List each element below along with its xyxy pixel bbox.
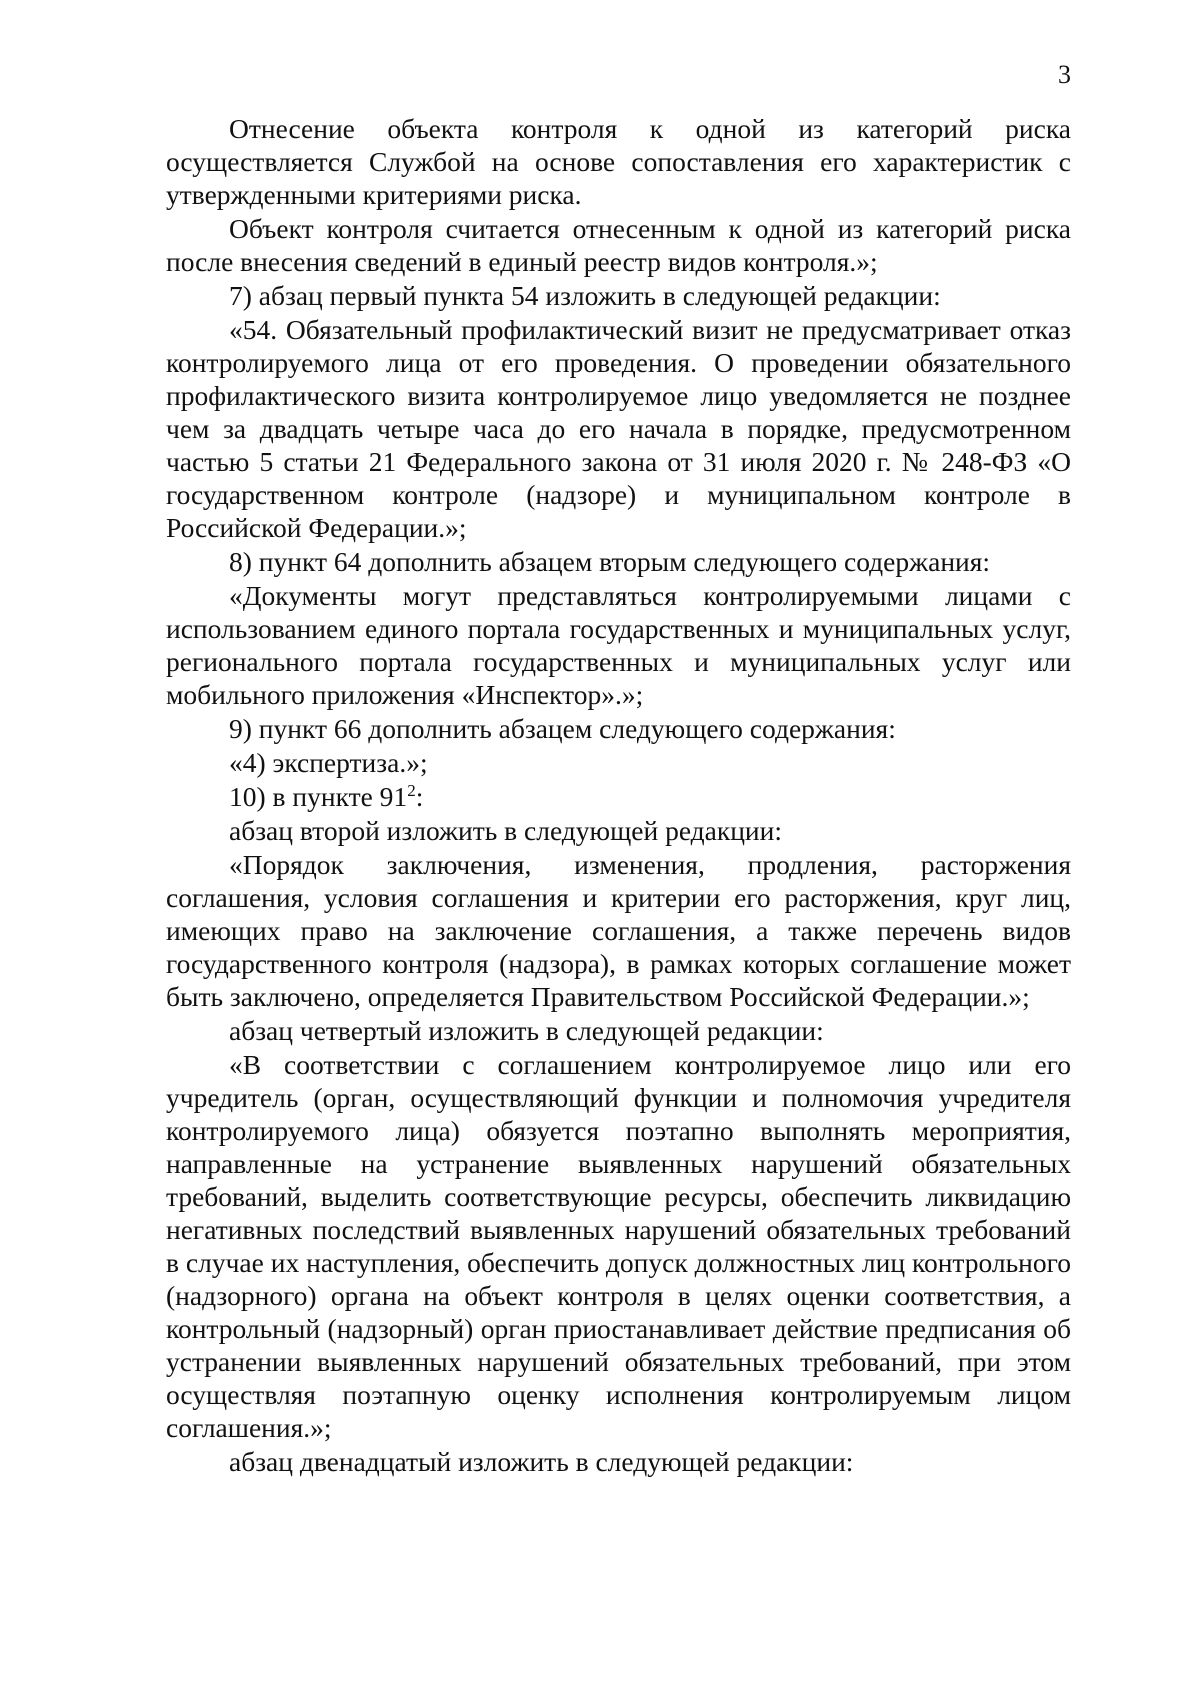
paragraph: абзац двенадцатый изложить в следующей редакции:	[229, 1446, 854, 1477]
paragraph: «Порядок заключения, изменения, продления, расторжения соглашения, условия соглашения и критерии его расторжения, круг лиц, имеющих право на заключение соглашения, а также перечень видов государственного контроля (надзора), в рамках которых соглашение может быть заключено, определяется Правительством Российской Федерации.»;	[166, 849, 1071, 1012]
paragraph: «4) экспертиза.»;	[229, 747, 428, 778]
paragraph: 9) пункт 66 дополнить абзацем следующего содержания:	[229, 713, 896, 744]
paragraph: «54. Обязательный профилактический визит не предусматривает отказ контролируемого лица от его проведения. О проведении обязательного профилактического визита контролируемое лицо уведомляется не позднее чем за двадцать четыре часа до его начала в порядке, предусмотренном частью 5 статьи 21 Федерального закона от 31 июля 2020 г. № 248-ФЗ «О государственном контроле (надзоре) и муниципальном контроле в Российской Федерации.»;	[166, 314, 1071, 543]
paragraph-suffix: :	[415, 781, 424, 812]
paragraph: абзац четвертый изложить в следующей редакции:	[229, 1015, 824, 1046]
document-body	[166, 112, 1071, 1478]
paragraph	[166, 780, 1071, 813]
paragraph: 7) абзац первый пункта 54 изложить в следующей редакции:	[229, 280, 941, 311]
paragraph: 8) пункт 64 дополнить абзацем вторым следующего содержания:	[229, 546, 991, 577]
paragraph: Отнесение объекта контроля к одной из категорий риска осуществляется Службой на основе сопоставления его характеристик с утвержденными критериями риска.	[166, 113, 1071, 210]
paragraph: «В соответствии с соглашением контролируемое лицо или его учредитель (орган, осуществляющий функции и полномочия учредителя контролируемого лица) обязуется поэтапно выполнять мероприятия, направленные на устранение выявленных нарушений обязательных требований, выделить соответствующие ресурсы, обеспечить ликвидацию негативных последствий выявленных нарушений обязательных требований в случае их наступления, обеспечить допуск должностных лиц контрольного (надзорного) органа на объект контроля в целях оценки соответствия, а контрольный (надзорный) орган приостанавливает действие предписания об устранении выявленных нарушений обязательных требований, при этом осуществляя поэтапную оценку исполнения контролируемым лицом соглашения.»;	[166, 1049, 1071, 1443]
paragraph-text: 10) в пункте 91	[229, 781, 408, 812]
paragraph: «Документы могут представляться контролируемыми лицами с использованием единого портала государственных и муниципальных услуг, регионального портала государственных и муниципальных услуг или мобильного приложения «Инспектор».»;	[166, 580, 1071, 710]
paragraph: Объект контроля считается отнесенным к одной из категорий риска после внесения сведений в единый реестр видов контроля.»;	[166, 213, 1071, 277]
paragraph: абзац второй изложить в следующей редакции:	[229, 815, 783, 846]
page-number: 3	[1058, 60, 1071, 89]
superscript: 2	[407, 780, 416, 800]
